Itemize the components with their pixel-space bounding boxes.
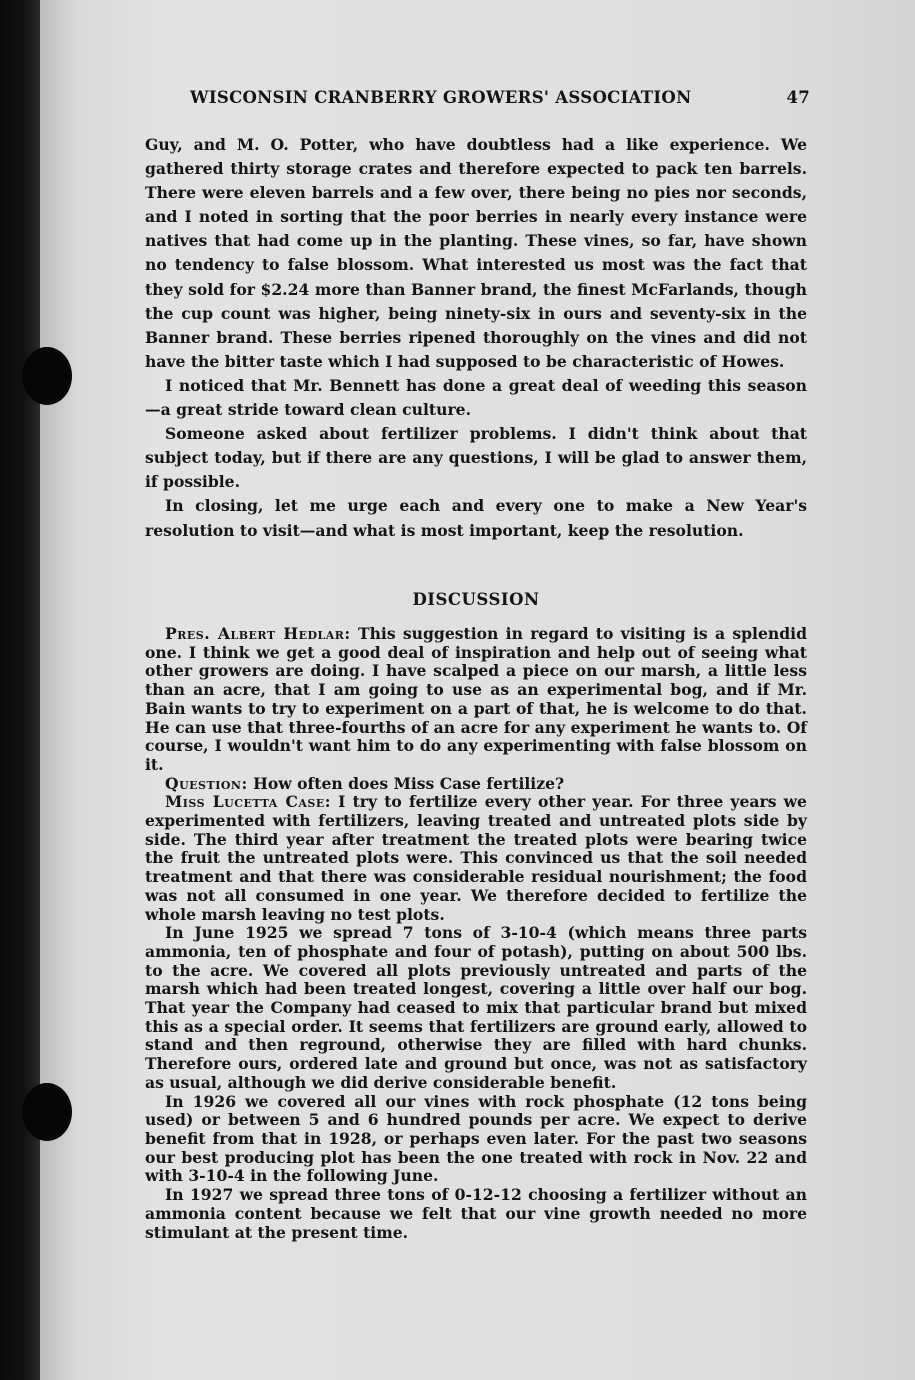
- speaker-label: Miss Lucetta Case:: [165, 792, 331, 812]
- discussion-paragraph: [145, 924, 807, 1092]
- discussion-paragraph: [145, 1093, 807, 1187]
- running-head-title: WISCONSIN CRANBERRY GROWERS' ASSOCIATION: [190, 88, 692, 107]
- speech-text: I try to fertilize every other year. For three years we experimented with fertilizers, leaving treated and untreated plots side by side. The third year after treatment the treated plots were bearing twice the fruit the untreated plots were. This convinced us that the soil needed treatment and that there was considerable residual nourishment; the food was not all consumed in one year. We therefore decided to fertilize the whole marsh leaving no test plots.: [145, 792, 807, 924]
- section-heading: DISCUSSION: [412, 590, 540, 609]
- speaker-label: Pres. Albert Hedlar:: [165, 624, 351, 643]
- speech-text: This suggestion in regard to visiting is a splendid one. I think we get a good deal of inspiration and help out of seeing what other growers are doing. I have scalped a piece on our marsh, a little less than an acre, that I am going to use as an experimental bog, and if Mr. Bain wants to try to experiment on a part of that, he is welcome to do that. He can use that three-fourths of an acre for any experiment he wants to. Of course, I wouldn't want him to do any experimenting with false blossom on it.: [145, 624, 807, 774]
- punch-hole-bottom: [22, 1083, 72, 1141]
- discussion-paragraph: [145, 625, 807, 775]
- speech-text: How often does Miss Case fertilize?: [247, 773, 565, 793]
- discussion-paragraph: [145, 793, 807, 924]
- discussion-paragraph: [145, 775, 807, 794]
- discussion-text: [145, 625, 807, 1242]
- page-number: 47: [786, 88, 810, 107]
- paragraph: I noticed that Mr. Bennett has done a great deal of weeding this season—a great stride toward clean culture.: [145, 375, 807, 420]
- punch-hole-top: [22, 347, 72, 405]
- book-binding: [0, 0, 40, 1380]
- speech-text: In 1927 we spread three tons of 0-12-12 choosing a fertilizer without an ammonia content because we felt that our vine growth needed no more stimulant at the present time.: [145, 1185, 807, 1242]
- speech-text: In June 1925 we spread 7 tons of 3-10-4 (which means three parts ammonia, ten of phosphate and four of potash), putting on about 500 lbs. to the acre. We covered all plots previously untreated and parts of the marsh which had been treated longest, covering a little over half our bog. That year the Company had ceased to mix that particular brand but mixed this as a special order. It seems that fertilizers are ground early, allowed to stand and then reground, otherwise they are filled with hard chunks. Therefore ours, ordered late and ground but once, was not as satisfactory as usual, although we did derive considerable benefit.: [145, 923, 807, 1092]
- paragraph: Guy, and M. O. Potter, who have doubtless had a like experience. We gathered thirty storage crates and therefore expected to pack ten barrels. There were eleven barrels and a few over, there being no pies nor seconds, and I noted in sorting that the poor berries in nearly every instance were natives that had come up in the planting. These vines, so far, have shown no tendency to false blossom. What interested us most was the fact that they sold for $2.24 more than Banner brand, the finest McFarlands, though the cup count was higher, being ninety-six in ours and seventy-six in the Banner brand. These berries ripened thoroughly on the vines and did not have the bitter taste which I had supposed to be characteristic of Howes.: [145, 135, 807, 371]
- speaker-label: Question:: [165, 773, 248, 793]
- speech-text: In 1926 we covered all our vines with rock phosphate (12 tons being used) or between 5 and 6 hundred pounds per acre. We expect to derive benefit from that in 1928, or perhaps even later. For the past two seasons our best producing plot has been the one treated with rock in Nov. 22 and with 3-10-4 in the following June.: [145, 1091, 807, 1186]
- discussion-paragraph: [145, 1186, 807, 1242]
- running-head: [190, 88, 810, 107]
- body-text-top: [145, 133, 807, 543]
- paragraph: In closing, let me urge each and every one to make a New Year's resolution to visit—and what is most important, keep the resolution.: [145, 496, 807, 540]
- paragraph: Someone asked about fertilizer problems. I didn't think about that subject today, but if there are any questions, I will be glad to answer them, if possible.: [145, 424, 807, 492]
